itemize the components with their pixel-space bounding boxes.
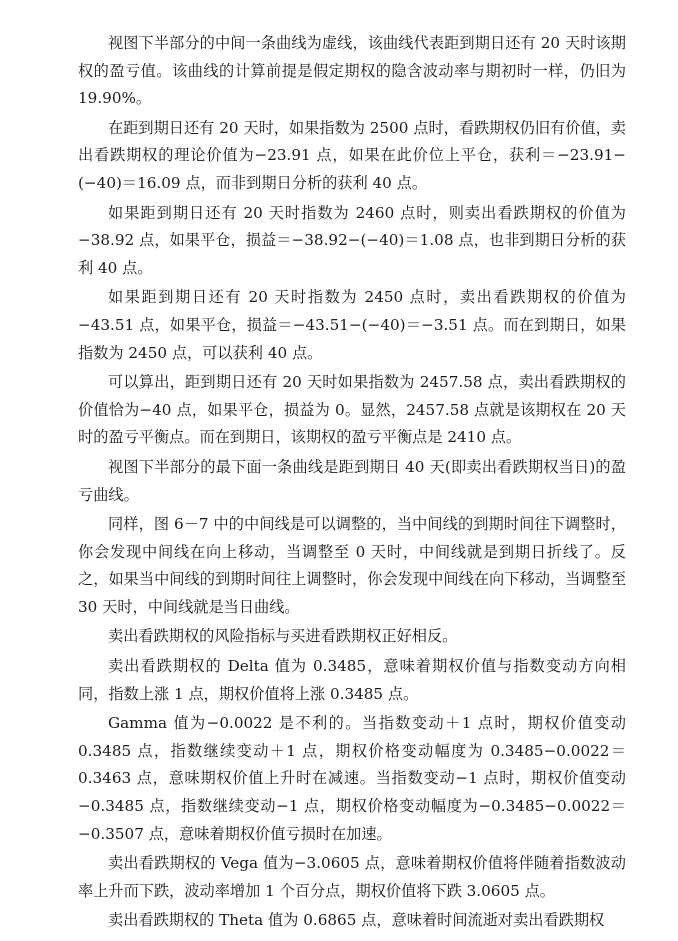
paragraph-7: 同样，图 6－7 中的中间线是可以调整的，当中间线的到期时间往下调整时，你会发现中间线在向上移动，当调整至 0 天时，中间线就是到期日折线了。反之，如果当中间线的到期时间往上调整时，你会发现中间线在向下移动，当调整至 30 天时，中间线就是当日曲线。 — [78, 515, 626, 616]
paragraph-11: 卖出看跌期权的 Vega 值为−3.0605 点，意味着期权价值将伴随着指数波动率上升而下跌，波动率增加 1 个百分点，期权价值将下跌 3.0605 点。 — [78, 854, 626, 900]
paragraph-10: Gamma 值为−0.0022 是不利的。当指数变动＋1 点时，期权价值变动 0.3485 点，指数继续变动＋1 点，期权价格变动幅度为 0.3485−0.0022＝0.3463 点，意味期权价值上升时在减速。当指数变动−1 点时，期权价值变动−0.3485 点，指数继续变动−1 点，期权价格变动幅度为−0.3485−0.0022＝−0.3507 点，意味着期权价值亏损时在加速。 — [78, 714, 626, 843]
paragraph-12: 卖出看跌期权的 Theta 值为 0.6865 点，意味着时间流逝对卖出看跌期权 — [108, 911, 605, 930]
paragraph-9: 卖出看跌期权的 Delta 值为 0.3485，意味着期权价值与指数变动方向相同，指数上涨 1 点，期权价值将上涨 0.3485 点。 — [78, 657, 626, 703]
paragraph-1: 视图下半部分的中间一条曲线为虚线，该曲线代表距到期日还有 20 天时该期权的盈亏值。该曲线的计算前提是假定期权的隐含波动率与期初时一样，仍旧为 19.90%。 — [78, 34, 626, 108]
document-page — [78, 30, 626, 937]
paragraph-8: 卖出看跌期权的风险指标与买进看跌期权正好相反。 — [108, 627, 458, 646]
paragraph-6: 视图下半部分的最下面一条曲线是距到期日 40 天(即卖出看跌期权当日)的盈亏曲线。 — [78, 457, 626, 504]
paragraph-2: 在距到期日还有 20 天时，如果指数为 2500 点时，看跌期权仍旧有价值，卖出看跌期权的理论价值为−23.91 点，如果在此价位上平仓，获利＝−23.91−(−40)＝16.09 点，而非到期日分析的获利 40 点。 — [78, 118, 626, 192]
paragraph-5: 可以算出，距到期日还有 20 天时如果指数为 2457.58 点，卖出看跌期权的价值恰为−40 点，如果平仓，损益为 0。显然，2457.58 点就是该期权在 20 天时的盈亏平衡点。而在到期日，该期权的盈亏平衡点是 2410 点。 — [78, 373, 626, 447]
paragraph-4: 如果距到期日还有 20 天时指数为 2450 点时，卖出看跌期权的价值为−43.51 点，如果平仓，损益＝−43.51−(−40)＝−3.51 点。而在到期日，如果指数为 2450 点，可以获利 40 点。 — [78, 288, 626, 362]
paragraph-3: 如果距到期日还有 20 天时指数为 2460 点时，则卖出看跌期权的价值为−38.92 点，如果平仓，损益＝−38.92−(−40)＝1.08 点，也非到期日分析的获利 40 点。 — [78, 203, 626, 277]
